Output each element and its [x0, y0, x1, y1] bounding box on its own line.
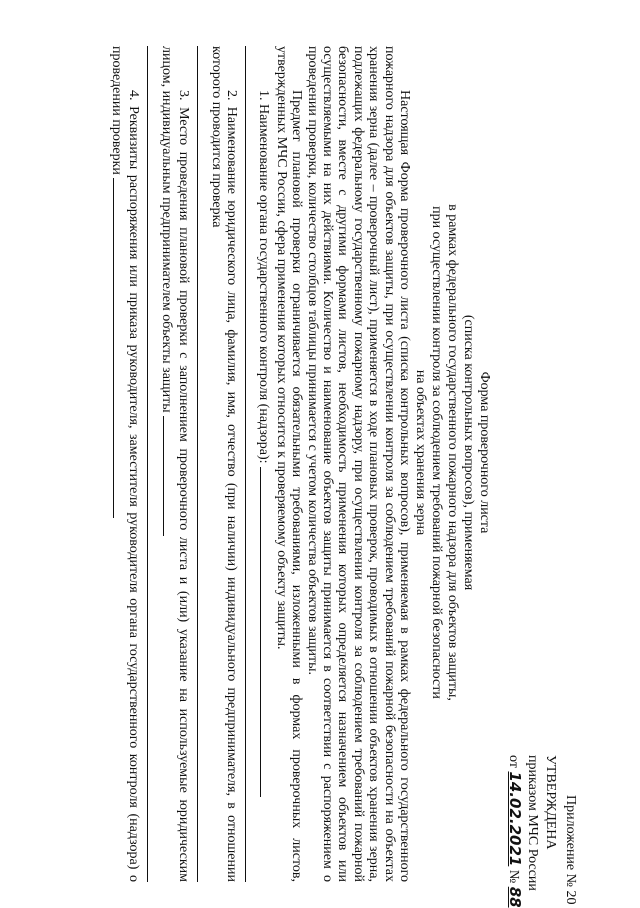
- fill-line: [260, 467, 273, 797]
- field-label: 1. Наименование органа государственного контроля (надзора):: [256, 90, 272, 464]
- field-authority-name: [256, 46, 273, 882]
- title-line: при осуществлении контроля за соблюдением требований пожарной безопасности: [429, 206, 444, 699]
- handwritten-number: 88: [506, 886, 524, 908]
- approved-label: УТВЕРЖДЕНА: [543, 755, 558, 850]
- field-order-details: [109, 46, 142, 882]
- field-inspection-place: [158, 46, 191, 882]
- form-title: [412, 0, 492, 905]
- date-prefix: от: [506, 755, 521, 768]
- scope-paragraph: Предмет плановой проверки ограничивается обязательными требованиями, изложенными в формах проверочных листов, утвержденных МЧС России, сфера применения которых относится к проверяемому объекту защиты.: [273, 46, 305, 882]
- title-line: в рамках федерального государственного пожарного надзора для объектов защиты,: [445, 204, 460, 701]
- fill-line: [163, 416, 176, 536]
- form-body: [109, 46, 413, 882]
- number-prefix: №: [506, 869, 521, 884]
- fill-line: [147, 46, 148, 882]
- title-line: (списка контрольных вопросов), применяемая: [461, 314, 476, 591]
- fill-line: [113, 178, 126, 518]
- fill-line: [245, 46, 246, 882]
- title-line: на объектах хранения зерна: [413, 369, 428, 536]
- order-date-line: [506, 755, 522, 908]
- intro-paragraph: Настоящая Форма проверочного листа (списка контрольных вопросов), применяемая в рамках федерального государственного пожарного надзора для объектов защиты, при осуществлении контроля за соблюдением требований пожарной безопасности на объектах хранения зерна (далее – проверочный лист), применяется в ходе плановых проверок, проводимых в отношении объектов хранения зерна, подлежащих федеральному государственному пожарному надзору, при осуществлении контроля за соблюдением требований пожарной безопасности, вместе с другими формами листов, необходимость применения которых определяется назначением объектов или осуществляемыми на них действиями. Количество и наименование объектов защиты принимается в соответствии с распоряжением о проведении проверки, количество столбцов таблицы принимается с учетом количества объектов защиты.: [304, 46, 412, 882]
- title-line: Форма проверочного листа: [477, 371, 492, 534]
- appendix-number: Приложение № 20: [563, 795, 578, 905]
- field-label: 3. Место проведения плановой проверки с заполнением проверочного листа и (или) указание на используемые юридическим лицом, индивидуальным предпринимателем объекты защиты: [158, 46, 192, 882]
- handwritten-date: 14.02.2021: [506, 771, 524, 867]
- field-legal-entity: [208, 46, 239, 882]
- field-label: 4. Реквизиты распоряжения или приказа руководителя, заместителя руководителя органа государственного контроля (надзора) о проведении проверки: [108, 46, 142, 882]
- field-label: 2. Наименование юридического лица, фамилия, имя, отчество (при наличии) индивидуального предпринимателя, в отношении которого проводится проверка: [208, 46, 239, 882]
- order-authority: приказом МЧС России: [525, 755, 540, 891]
- fill-line: [197, 46, 198, 882]
